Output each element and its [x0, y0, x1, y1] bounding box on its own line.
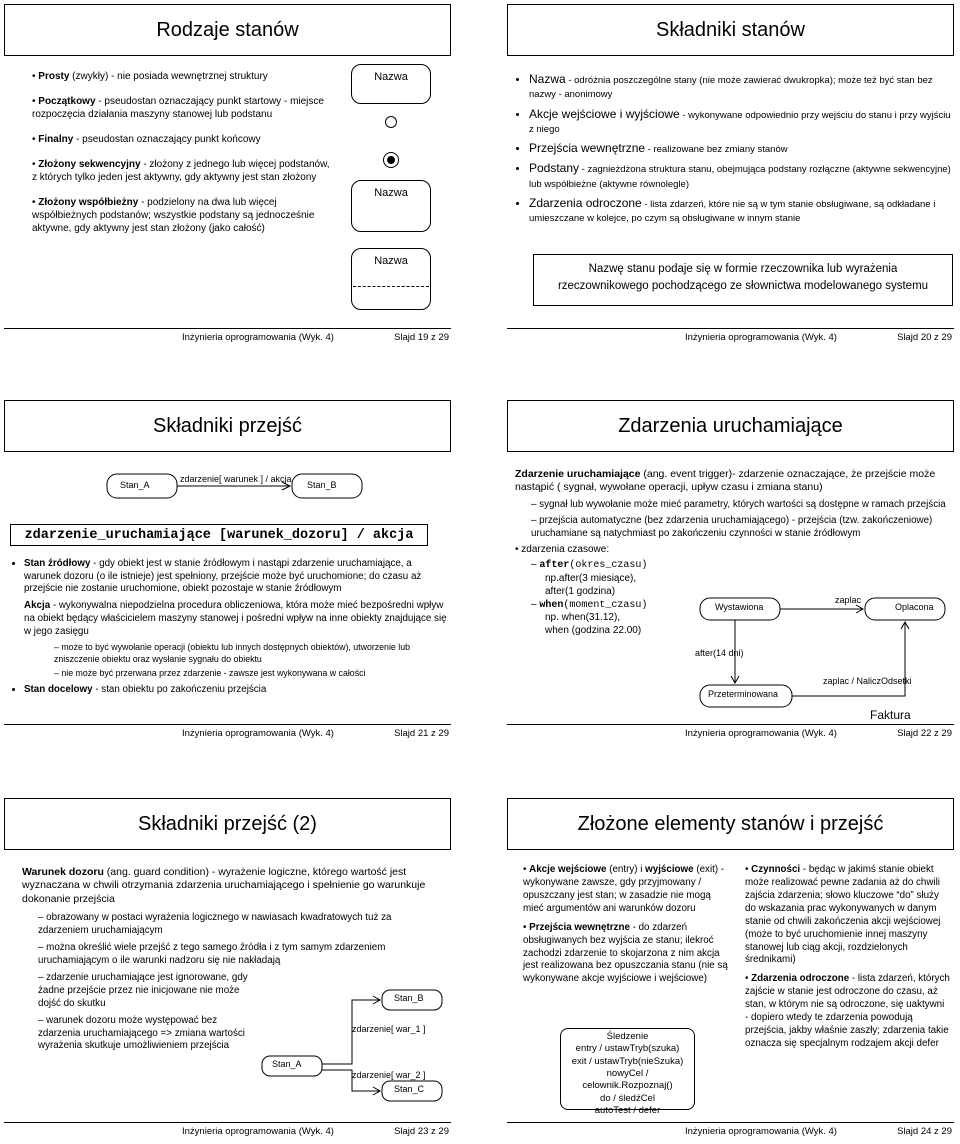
slide-footer: Inżynieria oprogramowania (Wyk. 4) Slajd 23 z 29	[4, 1122, 451, 1141]
state-type-simple: • Prosty (zwykły) - nie posiada wewnętrznej struktury	[32, 71, 268, 82]
trigger-events-text: Zdarzenie uruchamiające (ang. event trigger)- zdarzenie oznaczające, że przejście może nastąpić ( sygnał, wywołane operacji, upływ czasu i zmiana stanu) – sygnał lub wywołanie może mieć parametry, których wartości są dostępne w ramach przejścia – przejścia automatyczne (bez zdarzenia uruchamiającego) - przejścia (tzw. zakończeniowe) uruchamiane są natychmiast po zakończeniu czynności w stanie źródłowym • zdarzenia czasowe: – after(okres_czasu) np.after(3 miesiące), after(1 godzina) – when(moment_czasu) np. when(31.12), when (godzina 22.00)	[515, 468, 955, 730]
slide-title: Rodzaje stanów	[4, 4, 451, 56]
initial-state-icon	[385, 116, 397, 128]
slide-23	[2, 796, 457, 1141]
slide-title: Składniki przejść (2)	[4, 798, 451, 850]
label-after: after(14 dni)	[695, 648, 744, 658]
slide-title: Zdarzenia uruchamiające	[507, 400, 954, 452]
slide-20	[505, 2, 960, 347]
tracking-state-box: Śledzenie entry / ustawTryb(szuka) exit / ustawTryb(nieSzuka) nowyCel / celownik.Rozpoznaj() do / śledźCel autoTest / defer	[560, 1028, 695, 1110]
slide-title: Składniki stanów	[507, 4, 954, 56]
slide-title: Składniki przejść	[4, 400, 451, 452]
state-oplacona: Oplacona	[895, 602, 934, 612]
transition-label: zdarzenie[ warunek ] / akcja	[180, 474, 292, 484]
state-a-label: Stan_A	[272, 1059, 302, 1069]
state-wystawiona: Wystawiona	[715, 602, 764, 612]
state-type-composite-concurrent: • Złożony współbieżny - podzielony na dwa lub więcej współbieżnych podstanów; wszystkie podstany są jednocześnie aktywne, gdy aktywny jest stan złożony (jako całość)	[32, 197, 315, 234]
state-type-composite-sequential: • Złożony sekwencyjny - złożony z jednego lub więcej podstanów, z których tylko jeden jest aktywny, gdy aktywny jest stan złożony	[32, 159, 330, 183]
label-zaplac-odsetki: zaplac / NaliczOdsetki	[823, 676, 912, 686]
label-zaplac: zaplac	[835, 595, 862, 605]
slide-21	[2, 398, 457, 743]
state-type-initial: • Początkowy - pseudostan oznaczający punkt startowy - miejsce rozpoczęcia działania maszyny stanowej lub podstanu	[32, 96, 324, 120]
slide-19	[2, 2, 457, 347]
state-b-label: Stan_B	[307, 480, 337, 490]
transition-diagram	[2, 464, 457, 524]
concurrent-divider	[353, 286, 429, 287]
slide-footer: Inżynieria oprogramowania (Wyk. 4) Slajd 24 z 29	[507, 1122, 954, 1141]
slide-22	[505, 398, 960, 743]
slide-number: Slajd 19 z 29	[394, 332, 449, 343]
state-shapes	[351, 64, 433, 309]
trigger-intro: Zdarzenie uruchamiające (ang. event trigger)- zdarzenie oznaczające, że przejście może nastąpić ( sygnał, wywołane operacji, upływ czasu i zmiana stanu)	[515, 468, 936, 494]
action-subpoints: – może to być wywołanie operacji (obiektu lub innych dostępnych obiektów), utworzenie lub zniszczenie obiektu oraz wysłanie sygnału do obiektu – nie może być przerwana przez zdarzenie - zawsze jest wykonywana w całości	[54, 642, 410, 679]
composite-sequential-shape: Nazwa	[351, 180, 431, 232]
state-przeterminowana: Przeterminowana	[708, 689, 779, 699]
guard-condition-text: Warunek dozoru (ang. guard condition) - wyrażenie logiczne, którego wartość jest wyznaczana w chwili otrzymania zdarzenia uruchamiającego i spełnienie go warunkuje dokonanie przejścia – obrazowany w postaci wyrażenia logicznego w nawiasach kwadratowych tuż za zdarzeniem uruchamiającym – można określić wiele przejść z tego samego źródła i z tym samym zdarzeniem uruchamiającym o ile warunki nadzoru się nie nakładają – zdarzenie uruchamiające jest ignorowane, gdy żadne przejście przez nie inicjowane nie może dojść do skutku – warunek dozoru może występować bez zdarzenia uruchamiającego => zmiana wartości wyrażenia skutkuje umożliwieniem przejścia	[22, 866, 442, 1128]
final-state-icon	[383, 152, 399, 168]
composite-concurrent-shape: Nazwa	[351, 248, 431, 310]
transition-syntax: zdarzenie_uruchamiające [warunek_dozoru] / akcja	[10, 524, 428, 546]
guard-intro: Warunek dozoru (ang. guard condition) - wyrażenie logiczne, którego wartość jest wyznaczana w chwili otrzymania zdarzenia uruchamiającego i spełnienie go warunkuje dokonanie przejścia	[22, 866, 426, 905]
slide-number: Slajd 20 z 29	[897, 332, 952, 343]
invoice-state-diagram	[695, 593, 955, 723]
state-type-final: • Finalny - pseudostan oznaczający punkt końcowy	[32, 134, 261, 145]
slide-number: Slajd 23 z 29	[394, 1126, 449, 1137]
right-column: • Czynności - będąc w jakimś stanie obiekt może realizować pewne zadania aż do chwili zajścia zdarzenia; słowo kluczowe “do” służy do wskazania prac wykonywanych w danym stanie od chwili zakończenia akcji wejściowej (może to być uruchomienie innej maszyny stanowej lub ciąg akcji, rozdzielonych średnikami) • Zdarzenia odroczone - lista zdarzeń, których zajście w stanie jest odroczone do czasu, aż stan, w którym nie są odroczone, się uaktywni - dopiero wtedy te zdarzenia powodują przejścia, jakby właśnie zaszły; zdarzenia takie oznacza się specjalnym rodzajem akcji defer	[745, 864, 950, 1049]
state-c-label: Stan_C	[394, 1084, 425, 1094]
left-column: • Akcje wejściowe (entry) i wyjściowe (exit) - wykonywane zawsze, gdy przyjmowany / opuszczany jest stan; w zasadzie nie mogą mieć argumentów ani warunków dozoru • Przejścia wewnętrzne - do zdarzeń obsługiwanych bez wyjścia ze stanu; ilekroć zachodzi zdarzenie to skojarzona z nim akcja jest realizowana bez opuszczania stanu (nie są wykonywane akcje wyjściowe i wejściowe)	[523, 864, 728, 985]
slide-footer: Inżynieria oprogramowania (Wyk. 4) Slajd 20 z 29	[507, 328, 954, 347]
slide-number: Slajd 24 z 29	[897, 1126, 952, 1137]
slide-24	[505, 796, 960, 1141]
slide-footer: Inżynieria oprogramowania (Wyk. 4) Slajd 22 z 29	[507, 724, 954, 743]
state-components-list: • Nazwa - odróżnia poszczególne stany (nie może zawierać dwukropka); może też być stan bez nazwy - anonimowy • Akcje wejściowe i wyjściowe - wykonywane odpowiednio przy wejściu do stanu i przy wyjściu z niego • Przejścia wewnętrzne - realizowane bez zmiany stanów • Podstany - zagnieżdżona struktura stanu, obejmująca podstany rozłączne (aktywne sekwencyjne) lub współbieżne (aktywne równolegle) • Zdarzenia odroczone - lista zdarzeń, które nie są w tym stanie obsługiwane, są odkładane i umieszczane w kolejce, po czym są obsługiwane w innym stanie	[515, 72, 955, 334]
slide-number: Slajd 21 z 29	[394, 728, 449, 739]
guard-label-1: zdarzenie[ war_1 ]	[352, 1024, 426, 1034]
state-types-list	[32, 70, 332, 247]
guard-label-2: zdarzenie[ war_2 ]	[352, 1070, 426, 1080]
slide-footer: Inżynieria oprogramowania (Wyk. 4) Slajd 19 z 29	[4, 328, 451, 347]
slide-footer: Inżynieria oprogramowania (Wyk. 4) Slajd 21 z 29	[4, 724, 451, 743]
slide-title: Złożone elementy stanów i przejść	[507, 798, 954, 850]
slide-number: Slajd 22 z 29	[897, 728, 952, 739]
state-b-label: Stan_B	[394, 993, 424, 1003]
state-a-label: Stan_A	[120, 480, 150, 490]
simple-state-shape: Nazwa	[351, 64, 431, 104]
naming-rule-box: Nazwę stanu podaje się w formie rzeczownika lub wyrażenia rzeczownikowego pochodzącego ze słownictwa modelowanego systemu	[533, 254, 953, 306]
transition-components-list: • Stan źródłowy - gdy obiekt jest w stanie źródłowym i nastąpi zdarzenie uruchamiające, a warunek dozoru (o ile istnieje) jest spełniony, przejście może być uruchomione; do czasu aż przejście nie zostanie uruchomione, obiekt pozostaje w stanie źródłowym Akcja - wykonywalna niepodzielna procedura obliczeniowa, która może mieć bezpośredni wpływ na obiekt będący właścicielem maszyny stanowej i pośredni wpływ na inne obiekty znajdujące się w jego zasięgu – może to być wywołanie operacji (obiektu lub innych dostępnych obiektów), utworzenie lub zniszczenie obiektu oraz wysłanie sygnału do obiektu – nie może być przerwana przez zdarzenie - zawsze jest wykonywana w całości • Stan docelowy - stan obiektu po zakończeniu przejścia	[10, 558, 450, 820]
diagram-caption: Faktura	[870, 708, 911, 722]
